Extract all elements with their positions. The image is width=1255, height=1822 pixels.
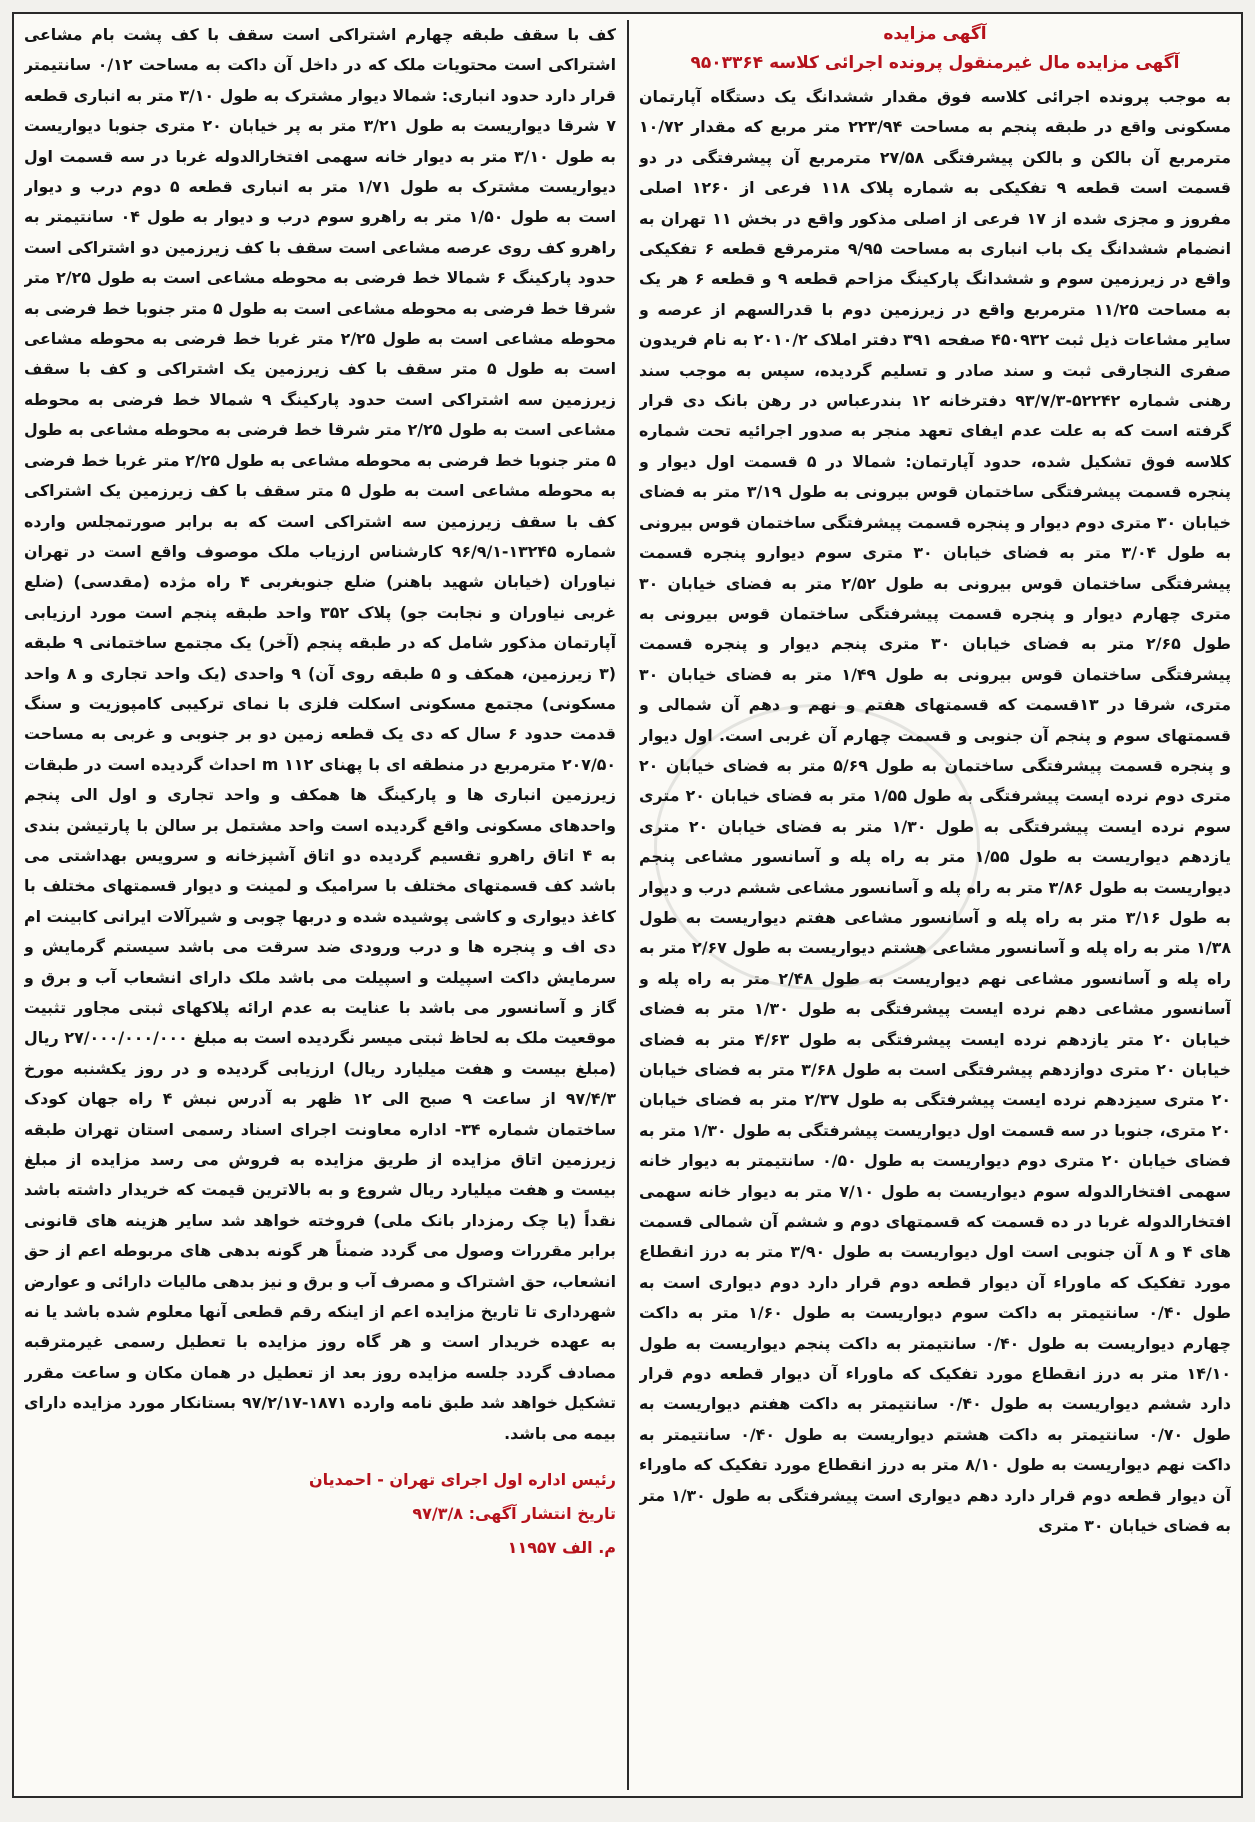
notice-label: آگهی مزایده xyxy=(883,24,987,44)
notice-column-left xyxy=(24,20,616,1790)
publish-date: تاریخ انتشار آگهی: ۹۷/۳/۸ xyxy=(412,1504,616,1524)
notice-body-left: کف با سقف طبقه چهارم اشتراکی است سقف با کف پشت بام مشاعی اشتراکی است محتویات ملک که در داخل آن داکت به مساحت ۰/۱۲ سانتیمتر قرار دارد حدود انباری: شمالا دیوار مشترک به طول ۳/۱۰ متر به انباری قطعه ۷ شرقا دیواریست به طول ۳/۲۱ متر به پر خیابان ۲۰ متری جنوبا دیواریست به طول ۳/۱۰ متر به دیوار خانه سهمی افتخارالدوله غربا در سه قسمت اول دیواریست مشترک به طول ۱/۷۱ متر به انباری قطعه ۵ دوم درب و دیوار است به طول ۱/۵۰ متر به راهرو سوم درب و دیوار به طول ۰۴ سانتیمتر به راهرو کف روی عرصه مشاعی است سقف با کف زیرزمین دو اشتراکی است حدود پارکینگ ۶ شمالا خط فرضی به محوطه مشاعی است به طول ۲/۲۵ متر شرقا خط فرضی به محوطه مشاعی است به طول ۵ متر جنوبا خط فرضی به محوطه مشاعی است به طول ۲/۲۵ متر غربا خط فرضی به محوطه مشاعی است به طول ۵ متر سقف با کف زیرزمین یک اشتراکی و کف با سقف زیرزمین سه اشتراکی است حدود پارکینگ ۹ شمالا خط فرضی به محوطه مشاعی است به طول ۲/۲۵ متر شرقا خط فرضی به محوطه مشاعی به طول ۵ متر جنوبا خط فرضی به محوطه مشاعی به طول ۲/۲۵ متر غربا خط فرضی به محوطه مشاعی است به طول ۵ متر سقف با کف زیرزمین یک اشتراکی کف با سقف زیرزمین سه اشتراکی است که به برابر صورتمجلس وارده شماره ۱۳۲۴۵-۹۶/۹/۱ کارشناس ارزیاب ملک موصوف واقع است در تهران نیاوران (خیابان شهید باهنر) ضلع جنوبغربی ۴ راه مژده (مقدسی) (ضلع غربی نیاوران و نجابت جو) پلاک ۳۵۲ واحد طبقه پنجم است مورد ارزیابی آپارتمان مذکور شامل که در طبقه پنجم (آخر) یک مجتمع ساختمانی ۹ طبقه (۳ زیرزمین، همکف و ۵ طبقه روی آن) ۹ واحدی (یک واحد تجاری و ۸ واحد مسکونی) مجتمع مسکونی اسکلت فلزی با نمای ترکیبی کامپوزیت و سنگ قدمت حدود ۶ سال که دی یک قطعه زمین دو بر جنوبی و غربی به مساحت ۲۰۷/۵۰ مترمربع در منطقه ای با پهنای ۱۱۲ m احداث گردیده است در طبقات زیرزمین انباری ها و پارکینگ ها همکف و واحد تجاری و اول الی پنجم واحدهای مسکونی واقع گردیده است واحد مشتمل بر سالن با پارتیشن بندی به ۴ اتاق راهرو تقسیم گردیده دو اتاق آشپزخانه و سرویس بهداشتی می باشد کف قسمتهای مختلف با سرامیک و لمینت و دیوار قسمتهای مختلف با کاغذ دیواری و کاشی پوشیده شده و دربها چوبی و شیرآلات ایرانی کابینت ام دی اف و پنجره ها و درب ورودی ضد سرقت می باشد سیستم گرمایش و سرمایش داکت اسپیلت و اسپیلت می باشد ملک دارای انشعاب آب و برق و گاز و آسانسور می باشد با عنایت به عدم ارائه پلاکهای ثبتی مجاور تثبیت موقعیت ملک به لحاظ ثبتی میسر نگردیده است به مبلغ ۲۷/۰۰۰/۰۰۰/۰۰۰ ریال (مبلغ بیست و هفت میلیارد ریال) ارزیابی گردیده و در روز یکشنبه مورخ ۹۷/۴/۳ از ساعت ۹ صبح الی ۱۲ ظهر به آدرس نبش ۴ راه جهان کودک ساختمان شماره ۳۴- اداره معاونت اجرای اسناد رسمی استان تهران طبقه زیرزمین اتاق مزایده از طریق مزایده به فروش می رسد مزایده از مبلغ بیست و هفت میلیارد ریال شروع و به بالاترین قیمت که خریدار داشته باشد نقداً (یا چک رمزدار بانک ملی) فروخته خواهد شد سایر هزینه های قانونی برابر مقررات وصول می گردد ضمناً هر گونه بدهی های مربوطه اعم از حق انشعاب، حق اشتراک و مصرف آب و برق و نیز بدهی مالیات دارائی و عوارض شهرداری تا تاریخ مزایده اعم از اینکه رقم قطعی آنها معلوم شده باشد یا نه به عهده خریدار است و هر گاه روز مزایده با تعطیل رسمی غیرمترقبه مصادف گردد جلسه مزایده روز بعد از تعطیل در همان مکان و ساعت مقرر تشکیل خواهد شد طبق نامه وارده ۱۸۷۱-۹۷/۲/۱۷ بستانکار مورد مزایده دارای بیمه می باشد. xyxy=(24,25,616,1443)
signature-block xyxy=(24,1463,616,1565)
column-divider xyxy=(627,20,629,1790)
signature-office: رئیس اداره اول اجرای تهران - احمدیان xyxy=(308,1470,616,1490)
notice-page xyxy=(12,12,1243,1798)
notice-column-right xyxy=(639,20,1231,1790)
notice-body-right: به موجب پرونده اجرائی کلاسه فوق مقدار ششدانگ یک دستگاه آپارتمان مسکونی واقع در طبقه پنجم به مساحت ۲۲۳/۹۴ متر مربع که مقدار ۱۰/۷۲ مترمربع آن بالکن و بالکن پیشرفتگی ۲۷/۵۸ مترمربع آن پیشرفتگی در دو قسمت است قطعه ۹ تفکیکی به شماره پلاک ۱۱۸ فرعی از ۱۲۶۰ اصلی مفروز و مجزی شده از ۱۷ فرعی از اصلی مذکور واقع در بخش ۱۱ تهران به انضمام ششدانگ یک باب انباری به مساحت ۹/۹۵ مترمرقع قطعه ۶ تفکیکی واقع در زیرزمین سوم و ششدانگ پارکینگ مزاحم قطعه ۹ و قطعه ۶ هر یک به مساحت ۱۱/۲۵ مترمربع واقع در زیرزمین دوم با قدرالسهم از عرصه و سایر مشاعات ذیل ثبت ۴۵۰۹۳۲ صفحه ۳۹۱ دفتر املاک ۲۰۱۰/۲ به نام فریدون صفری النجارقی ثبت و سند صادر و تسلیم گردیده، سپس به موجب سند رهنی شماره ۵۲۲۴۲-۹۳/۷/۳ دفترخانه ۱۲ بندرعباس در رهن بانک دی قرار گرفته است که به علت عدم ایفای تعهد منجر به صدور اجرائیه تحت شماره کلاسه فوق تشکیل شده، حدود آپارتمان: شمالا در ۵ قسمت اول دیوار و پنجره قسمت پیشرفتگی ساختمان قوس بیرونی به طول ۳/۱۹ متر به فضای خیابان ۳۰ متری دوم دیوار و پنجره قسمت پیشرفتگی ساختمان قوس بیرونی به طول ۳/۰۴ متر به فضای خیابان ۳۰ متری سوم دیوارو پنجره قسمت پیشرفتگی ساختمان قوس بیرونی به طول ۲/۵۲ متر به فضای خیابان ۳۰ متری چهارم دیوار و پنجره قسمت پیشرفتگی ساختمان قوس بیرونی به طول ۲/۶۵ متر به فضای خیابان ۳۰ متری پنجم دیوار و پنجره قسمت پیشرفتگی ساختمان قوس بیرونی به طول ۱/۴۹ متر به فضای خیابان ۳۰ متری، شرقا در ۱۳قسمت که قسمتهای هفتم و نهم و دهم آن شمالی و قسمتهای سوم و پنجم آن جنوبی و قسمت چهارم آن غربی است. اول دیوار و پنجره قسمت پیشرفتگی ساختمان به طول ۵/۶۹ متر به فضای خیابان ۲۰ متری دوم نرده ایست پیشرفتگی به طول ۱/۵۵ متر به فضای خیابان ۲۰ متری سوم نرده ایست پیشرفتگی به طول ۱/۳۰ متر به فضای خیابان ۲۰ متری یازدهم دیواریست به طول ۱/۵۵ متر به راه پله و آسانسور مشاعی پنجم دیواریست به طول ۳/۸۶ متر به راه پله و آسانسور مشاعی ششم درب و دیوار به طول ۳/۱۶ متر به راه پله و آسانسور مشاعی هفتم دیواریست به طول ۱/۳۸ متر به راه پله و آسانسور مشاعی هشتم دیواریست به طول ۲/۶۷ متر به راه پله و آسانسور مشاعی نهم دیواریست به طول ۲/۴۸ متر به راه پله و آسانسور مشاعی دهم نرده ایست پیشرفتگی به طول ۱/۳۰ متر به فضای خیابان ۲۰ متر یازدهم نرده ایست پیشرفتگی به طول ۴/۶۳ متر به فضای خیابان ۲۰ متری دوازدهم پیشرفتگی است به طول ۳/۶۸ متر به فضای خیابان ۲۰ متری سیزدهم نرده ایست پیشرفتگی به طول ۲/۳۷ متر به فضای خیابان ۲۰ متری، جنوبا در سه قسمت اول دیواریست پیشرفتگی به طول ۱/۳۰ متر به فضای خیابان ۲۰ متری دوم دیواریست به طول ۰/۵۰ سانتیمتر به دیوار خانه سهمی افتخارالدوله سوم دیواریست به طول ۷/۱۰ متر به دیوار خانه سهمی افتخارالدوله غربا در ده قسمت که قسمتهای دوم و ششم آن شمالی قسمت های ۴ و ۸ آن جنوبی است اول دیواریست به طول ۳/۹۰ متر به درز انقطاع مورد تفکیک که ماوراء آن دیوار قطعه دوم قرار دارد دوم دیواری است به طول ۰/۴۰ سانتیمتر به داکت سوم دیواریست به طول ۱/۶۰ متر به داکت چهارم دیواریست به طول ۰/۴۰ سانتیمتر به داکت پنجم دیواریست به طول ۱۴/۱۰ متر به درز انقطاع مورد تفکیک که ماوراء آن دیوار قطعه دوم قرار دارد ششم دیواریست به طول ۰/۴۰ سانتیمتر به داکت هفتم دیواریست به طول ۰/۷۰ سانتیمتر به داکت هشتم دیواریست به طول ۰/۴۰ سانتیمتر به داکت نهم دیواریست به طول ۸/۱۰ متر به درز انقطاع مورد تفکیک که ماوراء آن دیوار قطعه دوم قرار دارد دهم دیواری است پیشرفتگی به طول ۱/۳۰ متر به فضای خیابان ۳۰ متری xyxy=(639,87,1231,1536)
reference-number: م. الف ۱۱۹۵۷ xyxy=(507,1538,616,1558)
notice-title: آگهی مزایده مال غیرمنقول پرونده اجرائی کلاسه ۹۵۰۳۳۶۴ xyxy=(690,53,1180,73)
